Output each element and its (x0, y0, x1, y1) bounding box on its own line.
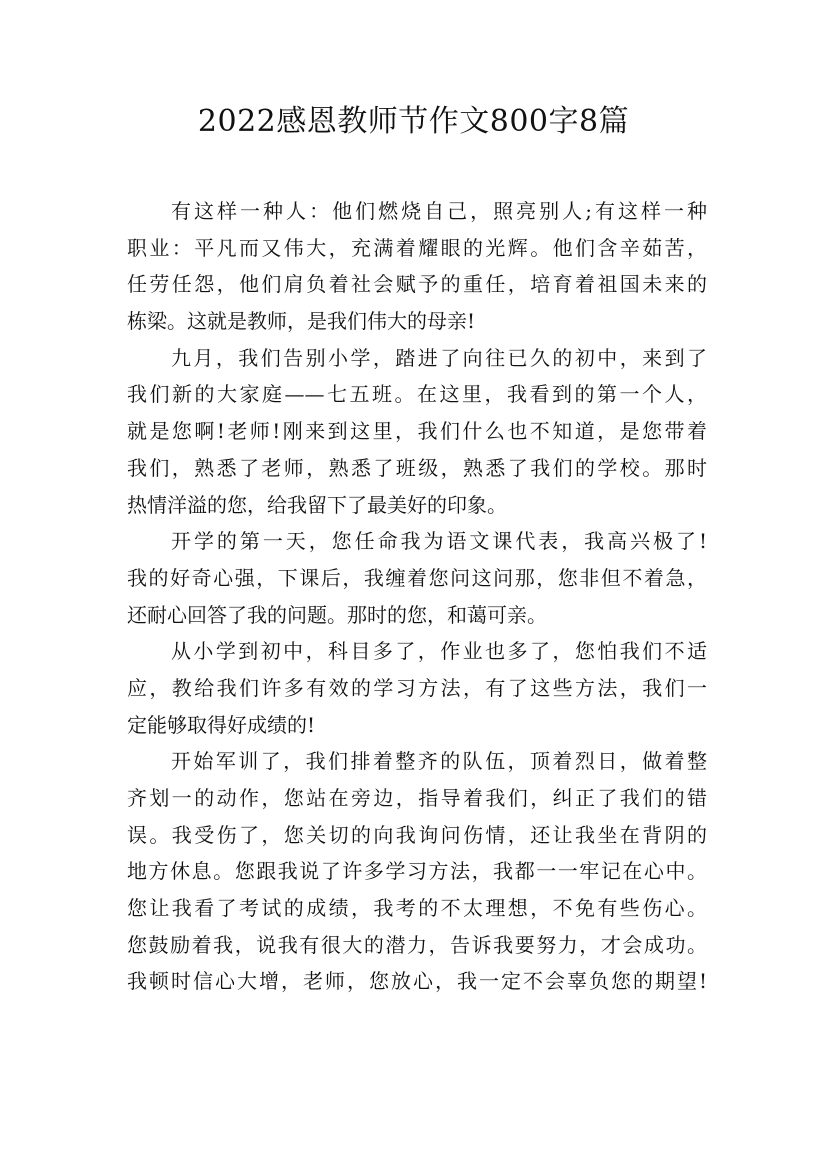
paragraph-line: 您让我看了考试的成绩，我考的不太理想，不免有些伤心。 (127, 896, 707, 921)
paragraph-line: 热情洋溢的您，给我留下了最美好的印象。 (127, 492, 507, 517)
paragraph-2 (127, 340, 707, 523)
paragraph-line: 定能够取得好成绩的! (127, 712, 316, 737)
document-title: 2022感恩教师节作文800字8篇 (197, 104, 630, 139)
paragraph-line: 齐划一的动作，您站在旁边，指导着我们，纠正了我们的错 (127, 786, 707, 810)
paragraph-line: 我顿时信心大增，老师，您放心，我一定不会辜负您的期望! (127, 969, 707, 994)
paragraph-4 (127, 633, 707, 743)
paragraph-line: 九月，我们告别小学，踏进了向往已久的初中，来到了 (171, 345, 707, 370)
paragraph-1 (127, 193, 707, 340)
paragraph-line: 还耐心回答了我的问题。那时的您，和蔼可亲。 (127, 602, 547, 627)
paragraph-line: 您鼓励着我，说我有很大的潜力，告诉我要努力，才会成功。 (127, 932, 707, 957)
paragraph-5 (127, 743, 707, 1000)
paragraph-line: 我的好奇心强，下课后，我缠着您问这问那，您非但不着急， (127, 565, 707, 590)
paragraph-line: 应，教给我们许多有效的学习方法，有了这些方法，我们一 (127, 675, 707, 700)
paragraph-line: 就是您啊!老师!刚来到这里，我们什么也不知道，是您带着 (127, 419, 707, 444)
paragraph-line: 任劳任怨，他们肩负着社会赋予的重任，培育着祖国未来的 (127, 272, 707, 297)
paragraph-line: 从小学到初中，科目多了，作业也多了，您怕我们不适 (171, 639, 707, 664)
document-body (127, 193, 707, 1000)
paragraph-line: 职业：平凡而又伟大，充满着耀眼的光辉。他们含辛茹苦， (127, 235, 707, 260)
paragraph-line: 开学的第一天，您任命我为语文课代表，我高兴极了! (171, 529, 707, 554)
paragraph-line: 我们新的大家庭——七五班。在这里，我看到的第一个人， (127, 382, 707, 407)
paragraph-line: 有这样一种人：他们燃烧自己，照亮别人;有这样一种 (171, 199, 707, 223)
paragraph-line: 我们，熟悉了老师，熟悉了班级，熟悉了我们的学校。那时 (127, 455, 707, 480)
paragraph-line: 误。我受伤了，您关切的向我询问伤情，还让我坐在背阴的 (127, 822, 707, 847)
paragraph-line: 地方休息。您跟我说了许多学习方法，我都一一牢记在心中。 (127, 859, 707, 884)
paragraph-3 (127, 523, 707, 633)
paragraph-line: 栋梁。这就是教师，是我们伟大的母亲! (127, 309, 476, 334)
paragraph-line: 开始军训了，我们排着整齐的队伍，顶着烈日，做着整 (171, 749, 707, 774)
